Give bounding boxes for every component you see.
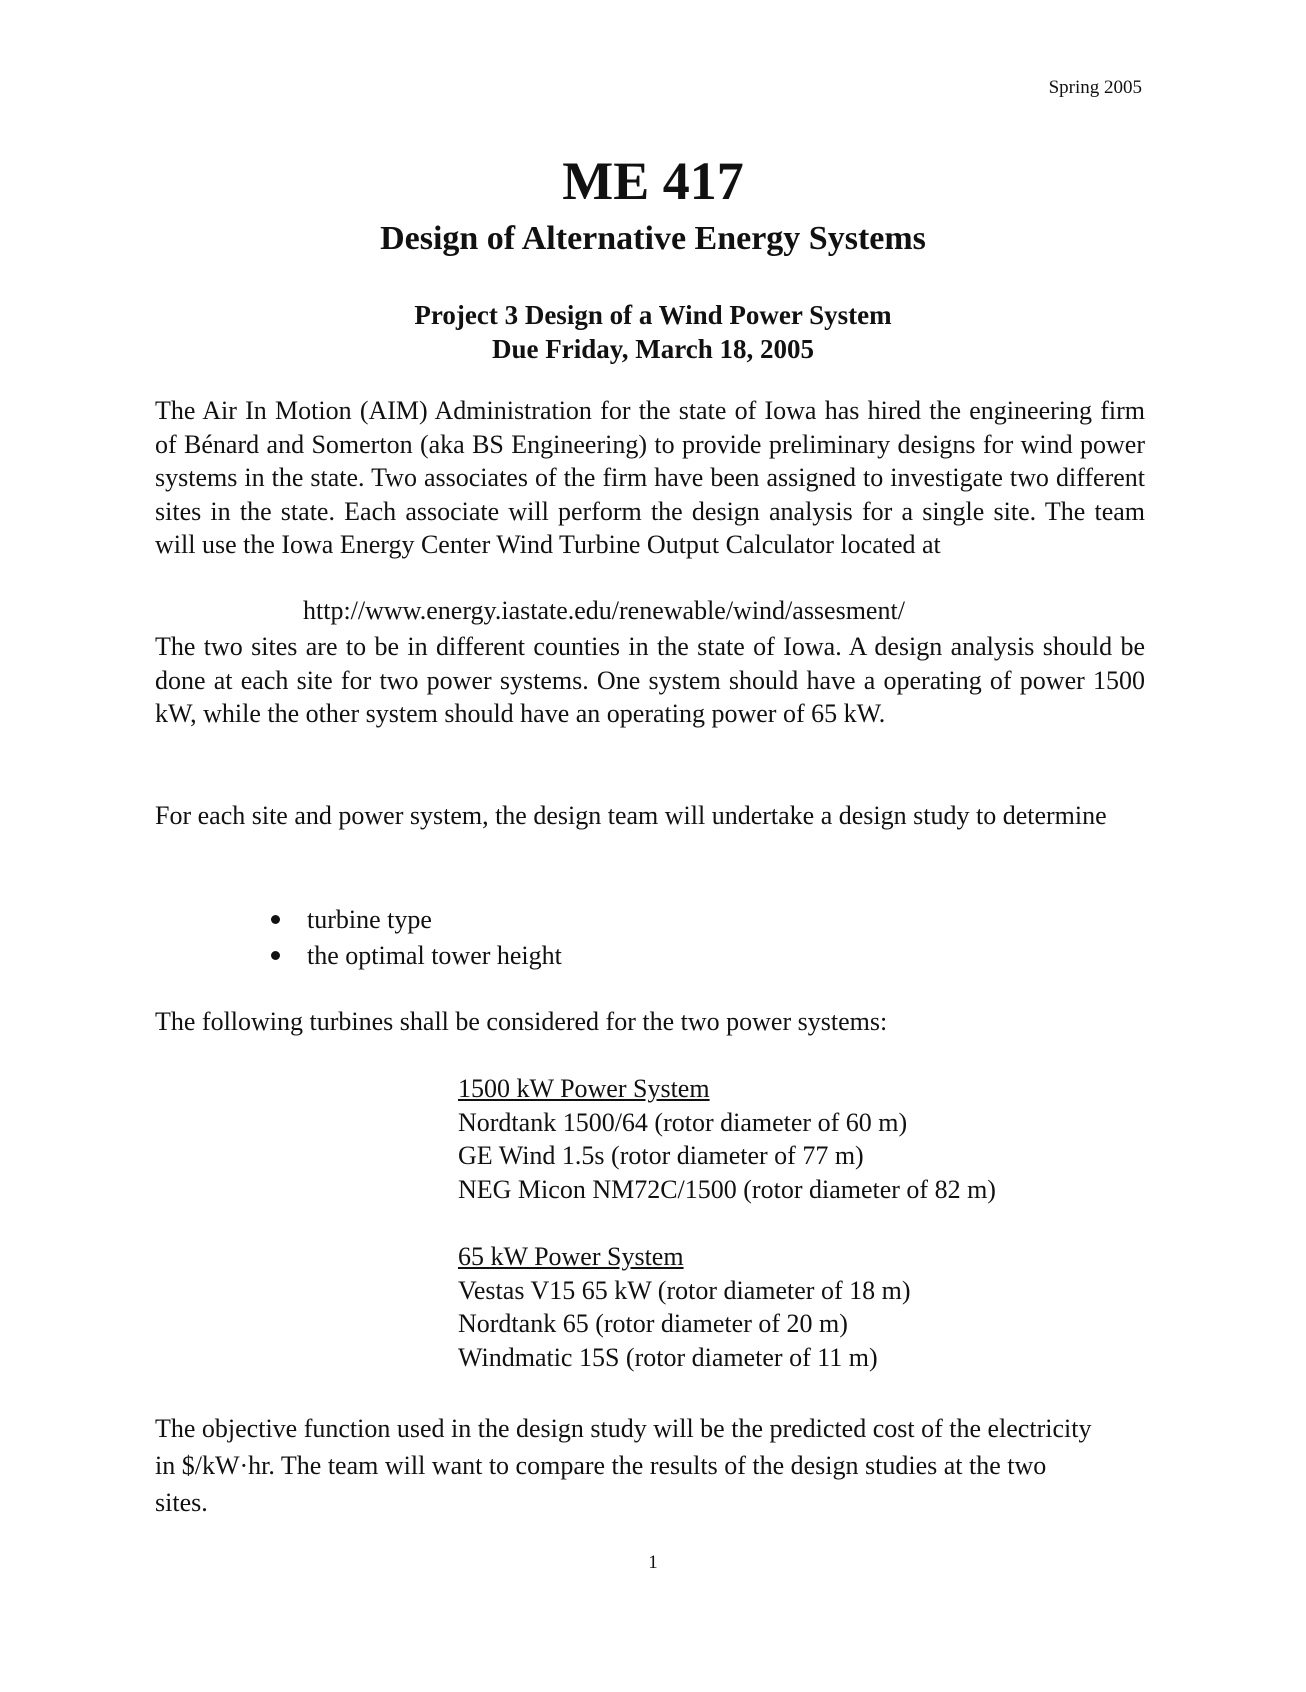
sites-paragraph: The two sites are to be in different counties in the state of Iowa. A design analysis should be done at each site for two power systems. One system should have a operating of power 1500 kW, while the other system should have an operating power of 65 kW. [155,632,1145,728]
bullet-icon [271,915,280,924]
due-date: Due Friday, March 18, 2005 [492,334,814,364]
turbine-item: GE Wind 1.5s (rotor diameter of 77 m) [458,1141,864,1170]
calculator-url: http://www.energy.iastate.edu/renewable/wind/assesment/ [303,596,905,625]
list-item [267,938,562,974]
objective-paragraph: The objective function used in the design study will be the predicted cost of the electricity in $/kW·hr. The team will want to compare the results of the design studies at the two sites. [155,1414,1092,1517]
course-code-title: ME 417 [562,151,744,211]
project-title: Project 3 Design of a Wind Power System [414,300,892,330]
turbine-item: Nordtank 65 (rotor diameter of 20 m) [458,1309,848,1338]
turbine-item: NEG Micon NM72C/1500 (rotor diameter of 82 m) [458,1174,996,1204]
determine-list [267,902,562,974]
power-system-1500 [458,1072,996,1206]
turbine-item: Nordtank 1500/64 (rotor diameter of 60 m) [458,1107,908,1137]
power-system-heading: 1500 kW Power System [458,1074,710,1103]
bullet-icon [271,951,280,960]
project-heading [0,298,1306,366]
page-number: 1 [648,1552,658,1573]
power-system-heading: 65 kW Power System [458,1242,684,1271]
intro-paragraph: The Air In Motion (AIM) Administration for the state of Iowa has hired the engineering firm of Bénard and Somerton (aka BS Engineering) to provide preliminary designs for wind power systems in the state. Two associates of the firm have been assigned to investigate two different sites in the state. Each associate will perform the design analysis for a single site. The team will use the Iowa Energy Center Wind Turbine Output Calculator located at [155,396,1145,559]
list-item [267,902,562,938]
turbine-item: Windmatic 15S (rotor diameter of 11 m) [458,1342,878,1372]
design-study-paragraph: For each site and power system, the design team will undertake a design study to determine [155,801,1107,830]
list-item-label: the optimal tower height [307,941,562,970]
semester-note: Spring 2005 [1048,77,1142,98]
power-system-65 [458,1240,911,1374]
turbine-item: Vestas V15 65 kW (rotor diameter of 18 m) [458,1275,911,1305]
turbines-intro-paragraph: The following turbines shall be considered for the two power systems: [155,1007,888,1036]
list-item-label: turbine type [307,905,432,934]
course-name-subtitle: Design of Alternative Energy Systems [380,220,926,257]
